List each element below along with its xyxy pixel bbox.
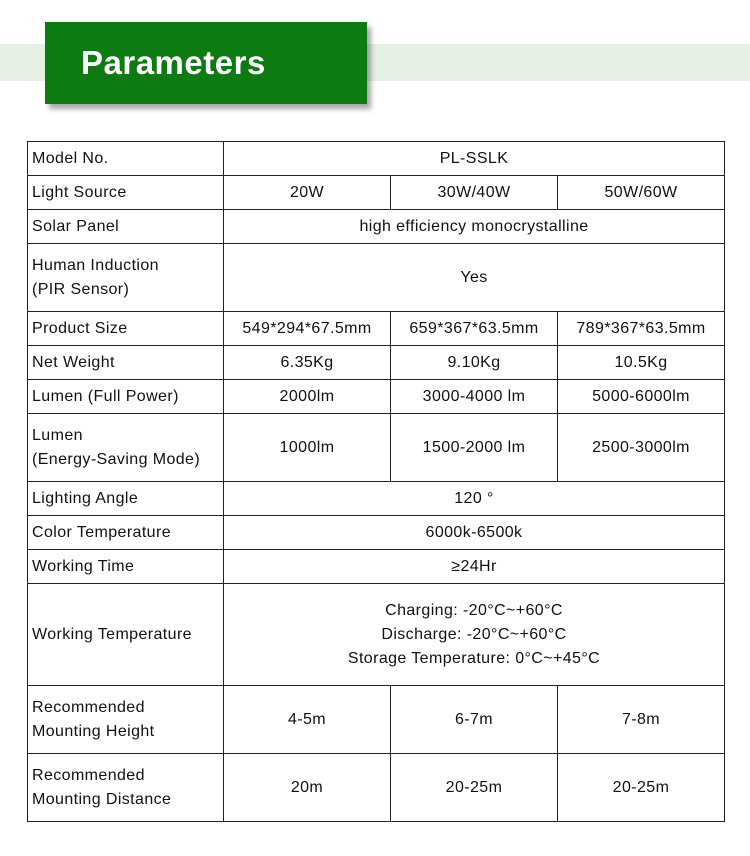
row-value: 20m <box>224 754 391 822</box>
row-value: 6.35Kg <box>224 346 391 380</box>
parameters-table <box>27 141 725 822</box>
table-row <box>28 754 725 822</box>
row-value: 20-25m <box>391 754 558 822</box>
row-label: Human Induction (PIR Sensor) <box>28 244 224 312</box>
table-row <box>28 584 725 686</box>
row-label: Recommended Mounting Height <box>28 686 224 754</box>
row-value: 20-25m <box>558 754 725 822</box>
row-label: Recommended Mounting Distance <box>28 754 224 822</box>
row-value: 2000lm <box>224 380 391 414</box>
row-label: Working Temperature <box>28 584 224 686</box>
row-label: Solar Panel <box>28 210 224 244</box>
row-label: Lighting Angle <box>28 482 224 516</box>
table-row <box>28 516 725 550</box>
row-value: 659*367*63.5mm <box>391 312 558 346</box>
table-row <box>28 482 725 516</box>
row-value: ≥24Hr <box>224 550 725 584</box>
row-value: Charging: -20°C~+60°C Discharge: -20°C~+60°C Storage Temperature: 0°C~+45°C <box>224 584 725 686</box>
row-value: 9.10Kg <box>391 346 558 380</box>
table-row <box>28 142 725 176</box>
row-value: 1500-2000 lm <box>391 414 558 482</box>
table-row <box>28 346 725 380</box>
row-label: Color Temperature <box>28 516 224 550</box>
row-value: 10.5Kg <box>558 346 725 380</box>
row-value: 50W/60W <box>558 176 725 210</box>
row-value: Yes <box>224 244 725 312</box>
row-value: 549*294*67.5mm <box>224 312 391 346</box>
row-label: Working Time <box>28 550 224 584</box>
row-value: 7-8m <box>558 686 725 754</box>
table-row <box>28 244 725 312</box>
row-label: Lumen (Full Power) <box>28 380 224 414</box>
row-value: 2500-3000lm <box>558 414 725 482</box>
row-value: 1000lm <box>224 414 391 482</box>
table-row <box>28 414 725 482</box>
row-label: Product Size <box>28 312 224 346</box>
row-label: Model No. <box>28 142 224 176</box>
row-value: 5000-6000lm <box>558 380 725 414</box>
row-value: 30W/40W <box>391 176 558 210</box>
table-row <box>28 210 725 244</box>
table-row <box>28 686 725 754</box>
table-row <box>28 176 725 210</box>
row-value: PL-SSLK <box>224 142 725 176</box>
row-label: Net Weight <box>28 346 224 380</box>
row-label: Lumen (Energy-Saving Mode) <box>28 414 224 482</box>
header-title-box <box>45 22 367 104</box>
table-row <box>28 312 725 346</box>
row-value: 6-7m <box>391 686 558 754</box>
row-value: 20W <box>224 176 391 210</box>
page-title: Parameters <box>81 44 266 81</box>
table-row <box>28 380 725 414</box>
row-value: 3000-4000 lm <box>391 380 558 414</box>
row-value: 4-5m <box>224 686 391 754</box>
table-row <box>28 550 725 584</box>
row-value: 789*367*63.5mm <box>558 312 725 346</box>
row-value: high efficiency monocrystalline <box>224 210 725 244</box>
row-value: 6000k-6500k <box>224 516 725 550</box>
row-value: 120 ° <box>224 482 725 516</box>
row-label: Light Source <box>28 176 224 210</box>
